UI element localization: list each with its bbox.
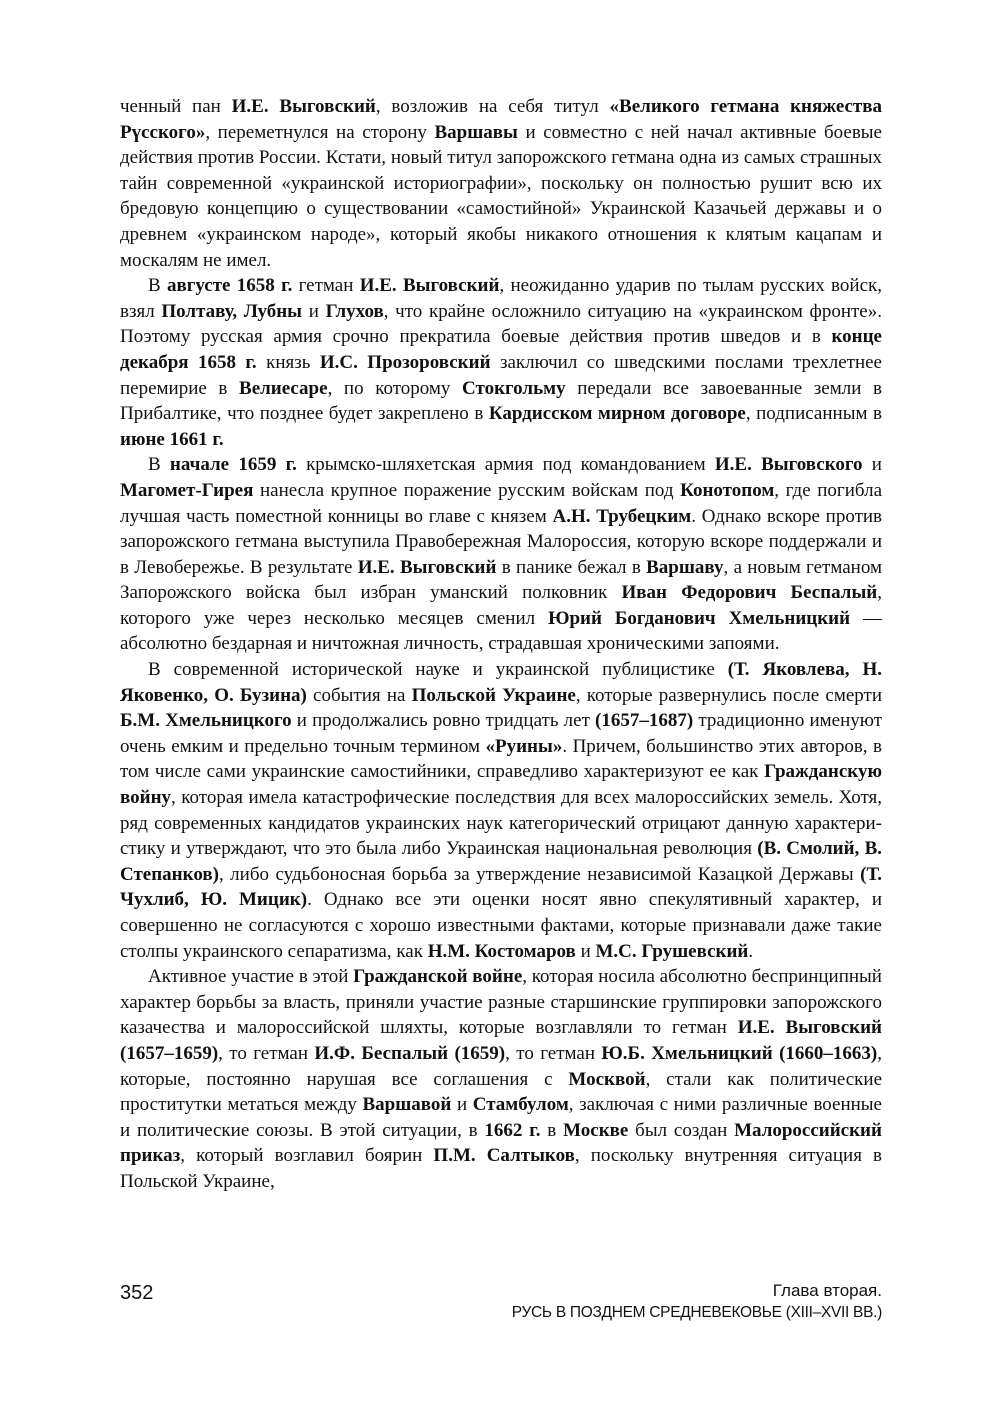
body-text: в <box>540 1119 564 1141</box>
bold-term: августе 1658 г. <box>166 275 293 297</box>
body-text: крымско-шляхетская армия под командованием <box>296 454 715 476</box>
body-text: , заключая с ними различные военные и политические союзы. В этой ситуации, в <box>120 1094 882 1141</box>
body-text: , стали как политические проститутки метаться между <box>120 1068 882 1116</box>
bold-term: (Т. Чухлиб, Ю. Мицик) <box>120 863 882 911</box>
bold-term: (В. Смолий, В. Степанков) <box>120 838 882 885</box>
bold-term: (1657–1687) <box>595 710 694 732</box>
body-text: и <box>302 300 326 322</box>
bold-term: И.Е. Выговский <box>231 96 376 117</box>
bold-term: Гражданскую войну <box>120 761 882 809</box>
bold-term: И.Е. Выговский <box>359 275 500 297</box>
running-head <box>512 1280 882 1324</box>
body-text: , неожиданно ударив по тылам русских войск, взял <box>120 275 882 322</box>
body-text: и совместно с ней начал активные боевые действия против России. Кстати, новый титул запорожского гетмана одна из самых страшных тайн современной «украинской историографии», поскольку он полностью рушит всю их бредовую концепцию о существовании «самостийной» Украинской Казачьей державы и о древнем «украинском народе», который якобы никакого отношения к клятым кацапам и москалям не имел. <box>120 121 882 271</box>
bold-term: Конотопом <box>680 479 775 501</box>
bold-term: Стамбулом <box>472 1094 569 1116</box>
page-body <box>120 94 882 1195</box>
body-text: , что крайне осложнило ситуацию на «украинском фронте». Поэтому русская армия срочно прекратила боевые действия против шведов и в <box>120 300 882 348</box>
paragraph <box>120 964 882 1194</box>
body-text: , где погибла лучшая часть поместной конницы во главе с князем <box>120 479 882 527</box>
bold-term: начале 1659 г. <box>169 454 297 476</box>
bold-term: (Т. Яковлева, Н. Яковенко, О. Бузина) <box>120 659 882 706</box>
body-text: и <box>451 1094 473 1116</box>
body-text: , переметнулся на сторону <box>205 121 435 143</box>
body-text: В современной исторической науке и украинской публицистике <box>148 659 728 681</box>
bold-term: Варшаву <box>646 556 724 578</box>
body-text: . <box>748 940 754 962</box>
body-text: и <box>575 940 596 962</box>
paragraph <box>120 452 882 657</box>
body-text: , а новым гетманом Запорожского войска был избран уманский полковник <box>120 556 882 604</box>
bold-term: Польской Украине <box>411 684 576 706</box>
body-text: , которая носила абсолютно беспринципный характер борьбы за власть, приняли участие разные старшинские группировки запорожского казачества и малороссийской шляхты, которые возглавляли то гетман <box>120 966 882 1039</box>
bold-term: И.Ф. Беспалый (1659) <box>314 1042 506 1064</box>
body-text: , либо судьбоносная борьба за утверждение независимой Казацкой Державы <box>218 863 861 885</box>
bold-term: И.Е. Выговский (1657–1659) <box>120 1017 882 1064</box>
body-text: , поскольку внутренняя ситуация в Польской Украине, <box>120 1145 882 1192</box>
body-text: события на <box>306 684 412 706</box>
bold-term: 1662 г. <box>484 1119 541 1141</box>
bold-term: «Великого гетмана княжества Рүсского» <box>120 96 883 143</box>
body-text: — абсолютно бездарная и ничтожная личность, страдавшая хроническими запоями. <box>120 607 883 655</box>
bold-term: Юрий Богданович Хмельницкий <box>548 607 851 629</box>
bold-term: Полтаву, Лубны <box>161 300 303 322</box>
bold-term: Варшавой <box>362 1094 452 1116</box>
body-text: заключил со шведскими послами трехлетнее перемирие в <box>120 351 882 399</box>
body-text: В <box>148 454 170 476</box>
bold-term: И.Е. Выговский <box>357 556 497 578</box>
body-text: Активное участие в этой <box>148 966 354 988</box>
body-text: был создан <box>628 1119 735 1141</box>
bold-term: Глухов <box>325 300 384 322</box>
bold-term: «Руины» <box>485 735 563 757</box>
body-text: , который возглавил боярин <box>180 1145 434 1167</box>
body-text: и <box>862 454 882 476</box>
bold-term: конце декабря 1658 г. <box>120 326 882 373</box>
bold-term: Иван Федорович Беспалый <box>621 582 878 604</box>
body-text: гетман <box>292 275 360 297</box>
bold-term: И.С. Прозоровский <box>319 351 491 373</box>
bold-term: Магомет-Гирея <box>120 479 254 501</box>
body-text: , которые, постоянно нарушая все соглашения с <box>120 1042 882 1090</box>
body-text: передали все завоеванные земли в Прибалтике, что позднее будет закреплено в <box>120 377 882 425</box>
bold-term: И.Е. Выговского <box>714 454 863 476</box>
page-number: 352 <box>120 1282 154 1304</box>
bold-term: Варшавы <box>434 121 518 143</box>
body-text: , которые развернулись после смерти <box>575 684 882 706</box>
body-text: , которая имела катастрофические последствия для всех малороссийских земель. Хотя, ряд современных кандидатов украинских наук категорический отрицают данную характеристику и утверждают, что это была либо Украинская национальная революция <box>120 787 882 860</box>
bold-term: П.М. Салтыков <box>433 1145 575 1167</box>
bold-term: М.С. Грушевский <box>595 940 749 962</box>
body-text: и продолжались ровно тридцать лет <box>291 710 596 732</box>
body-text: , по которому <box>327 377 463 399</box>
bold-term: Велиесаре <box>239 377 328 399</box>
paragraph <box>120 657 882 964</box>
body-text: . Однако все эти оценки носят явно спекулятивный характер, и совершенно не согласуются с хорошо известными фактами, которые признавали даже такие столпы украинского сепаратизма, как <box>120 889 882 962</box>
body-text: традиционно именуют очень емким и предельно точным термином <box>120 710 883 757</box>
body-text: . Причем, большинство этих авторов, в том числе сами украинские самостийники, справедливо характеризуют ее как <box>120 735 882 783</box>
body-text: ченный пан <box>120 96 232 117</box>
body-text: В <box>148 275 167 297</box>
bold-term: Б.М. Хмельницкого <box>120 710 292 732</box>
chapter-title: РУСЬ В ПОЗДНЕМ СРЕДНЕВЕКОВЬЕ (XIII–XVII ВВ.) <box>511 1304 882 1321</box>
body-text: , подписанным в <box>745 403 882 425</box>
bold-term: Гражданской войне <box>353 966 523 988</box>
bold-term: Кардисском мирном договоре <box>488 403 746 425</box>
bold-term: Малороссийский приказ <box>120 1119 882 1167</box>
bold-term: Москвой <box>568 1068 646 1090</box>
paragraph <box>120 94 882 273</box>
body-text: князь <box>256 351 320 373</box>
paragraph <box>120 273 882 452</box>
bold-term: Ю.Б. Хмельницкий (1660–1663) <box>601 1042 878 1064</box>
bold-term: Н.М. Костомаров <box>427 940 576 962</box>
bold-term: июне 1661 г. <box>120 428 224 450</box>
bold-term: Москве <box>563 1119 629 1141</box>
bold-term: А.Н. Трубецким <box>552 505 692 527</box>
body-text: . Однако вскоре против запорожского гетмана выступила Правобережная Малороссия, которую вскоре поддержали и в Левобережье. В результате <box>120 505 883 578</box>
chapter-label: Глава вторая. <box>772 1281 882 1300</box>
body-text: , то гетман <box>505 1042 602 1064</box>
body-text: , возложив на себя титул <box>375 96 610 117</box>
bold-term: Стокгольму <box>462 377 566 399</box>
body-text: нанесла крупное поражение русским войскам под <box>253 479 681 501</box>
body-text: , которого уже через несколько месяцев сменил <box>120 582 882 629</box>
body-text: в панике бежал в <box>496 556 647 578</box>
body-text: , то гетман <box>218 1042 315 1064</box>
